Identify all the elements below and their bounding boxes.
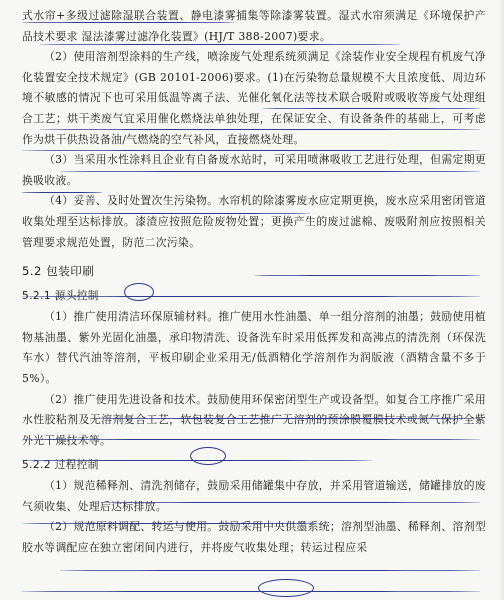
paragraph-item-4: （4）妥善、及时处置次生污染物。水帘机的除漆雾废水应定期更换，废水应采用密闭管道收集处理至达标排放。漆渣应按照危险废物处置；更换产生的废过滤棉、废吸附剂应按照相关管理要求规范处置，防范二次污染。 [22,194,486,249]
ink-circle [258,579,314,597]
ink-underline [100,502,480,503]
paragraph-process-2: （2）规范原料调配、转运与使用。鼓励采用中央供墨系统；溶剂型油墨、稀释剂、溶剂型胶水等调配应在独立密闭间内进行，并将废气收集处理；转运过程应采 [22,520,486,555]
ink-underline [22,192,102,193]
ink-underline [90,418,480,419]
subsection-title-source-control: 5.2.1 源头控制 [22,290,99,303]
ink-underline [60,171,480,172]
scan-edge-shadow [498,0,504,600]
ink-underline [22,296,480,297]
ink-underline [22,22,234,23]
ink-underline [40,44,400,45]
ink-underline [22,150,480,151]
ink-underline [262,108,480,109]
ink-underline [22,439,480,440]
ink-underline [60,570,480,571]
paragraph-item-3: （3）当采用水性涂料且企业有自备废水站时，可采用喷淋吸收工艺进行处理，但需定期更换吸收液。 [22,153,486,187]
ink-underline [254,275,480,276]
paragraph-process-1: （1）规范稀释剂、清洗剂储存，鼓励采用储罐集中存放，并采用管道输送，储罐排放的废气须收集、处理后达标排放。 [22,479,486,513]
ink-underline [22,523,322,524]
paragraph-item-2: （2）使用溶剂型涂料的生产线，喷涂废气处理系统须满足《涂装作业安全规程有机废气净化装置安全技术规定》(GB 20101-2006)要求。(1)在污染物总量规模不大且浓度低、周边环境不敏感的情况下也可采用低温等离子法、光催化氧化法等技术联合吸附或吸收等废气处理组合工艺；烘干类废气宜采用催化燃烧法单独处理，在保证安全、有设备条件的基础上，可考虑作为烘干供热设备油/气燃烧的空气补风，直接燃烧处理。 [22,50,486,146]
paragraph-source-2: （2）推广使用先进设备和技术。鼓励使用环保密闭型生产或设备型。如复合工序推广采用水性胶粘剂及无溶剂复合工艺，软包装复合工艺推广无溶剂的预涂膜覆膜技术或氮气保护全紫外光干燥技术等。 [22,392,486,447]
paragraph-top: 式水帘+多级过滤除湿联合装置、静电漆雾捕集等除漆雾装置。湿式水帘须满足《环境保护产品技术要求 湿法漆雾过滤净化装置》(HJ/T 388-2007)要求。 [22,9,486,43]
ink-underline [40,129,480,130]
paragraph-source-1: （1）推广使用清洁环保原辅材料。推广使用水性油墨、单一组分溶剂的油墨；鼓励使用植物基油墨、紫外光固化油墨，承印物清洗、设备洗车时采用低挥发和高沸点的清洗剂（环保洗车水）替代汽油等溶剂，平板印刷企业采用无/低酒精化学溶剂作为润版液（酒精含量不多于 5%）。 [22,310,486,385]
ink-underline [60,213,310,214]
ink-underline [22,591,480,592]
ink-circle [124,283,154,301]
subsection-title-process-control: 5.2.2 过程控制 [22,459,99,472]
ink-circle [190,447,226,465]
section-title: 5.2 包装印刷 [22,264,95,279]
